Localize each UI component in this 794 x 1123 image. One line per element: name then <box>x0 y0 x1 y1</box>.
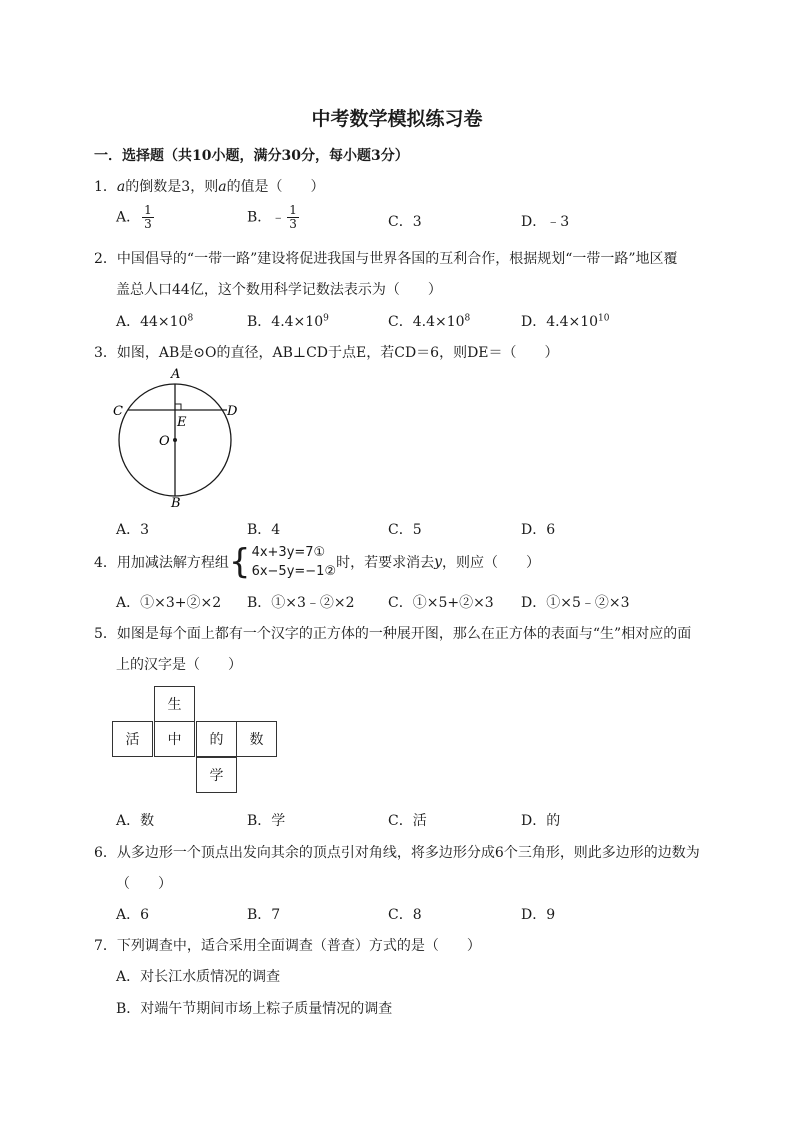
question-7-stem: 7．下列调查中，适合采用全面调查（普查）方式的是（ ） <box>94 938 481 954</box>
question-6-stem: 6．从多边形一个顶点出发向其余的顶点引对角线，将多边形分成6个三角形，则此多边形的边数为 <box>94 845 700 861</box>
question-5-stem-line2: 上的汉字是（ ） <box>116 657 242 673</box>
label-d: D <box>227 404 238 419</box>
question-7-option-a[interactable]: A．对长江水质情况的调查 <box>116 969 281 985</box>
question-6-option-b[interactable]: B．7 <box>247 907 281 923</box>
question-6-option-a[interactable]: A．6 <box>116 907 150 923</box>
question-5-option-b[interactable]: B．学 <box>247 813 286 829</box>
question-4-stem: 4．用加减法解方程组 { 4x+3y=7① 6x−5y=−1② 时，若要求消去 y ，则应（ ） <box>94 542 541 582</box>
question-2-option-d[interactable]: D．$4.4\times 10^{10}$ <box>521 313 610 330</box>
cube-net <box>112 686 278 794</box>
label-c: C <box>113 404 123 419</box>
fraction: $\frac{1}{3}$ <box>289 203 297 231</box>
question-6-option-d[interactable]: D．9 <box>521 907 556 923</box>
equation-1: 4x+3y=7① <box>251 545 326 560</box>
question-2-option-b[interactable]: B．$4.4\times 10^9$ <box>247 313 329 330</box>
page-title: 中考数学模拟练习卷 <box>311 108 483 130</box>
net-cell-4: 数 <box>236 721 277 757</box>
label-a: A <box>171 367 181 382</box>
question-5-option-d[interactable]: D．的 <box>521 813 561 829</box>
question-5-option-a[interactable]: A．数 <box>116 813 155 829</box>
question-5-stem: 5．如图是每个面上都有一个汉字的正方体的一种展开图，那么在正方体的表面与“生”相对应的面 <box>94 626 692 642</box>
question-1-option-a[interactable]: A． $\frac{1}{3}$ <box>116 203 152 231</box>
question-2-stem: 2．中国倡导的“一带一路”建设将促进我国与世界各国的互利合作，根据规划“一带一路”地区覆 <box>94 251 678 267</box>
question-2-option-a[interactable]: A．$44\times 10^8$ <box>116 313 194 330</box>
net-cell-2: 中 <box>154 721 195 757</box>
question-1-stem: 1．a的倒数是3，则a的值是（ ） <box>94 179 325 195</box>
equation-system: { 4x+3y=7① 6x−5y=−1② <box>228 542 337 582</box>
question-7-option-b[interactable]: B．对端午节期间市场上粽子质量情况的调查 <box>116 1001 393 1017</box>
question-3-option-c[interactable]: C．5 <box>388 522 422 538</box>
net-cell-top: 生 <box>154 686 195 722</box>
question-5-option-c[interactable]: C．活 <box>388 813 427 829</box>
label-b: B <box>171 496 181 511</box>
section-heading: 一．选择题（共10小题，满分30分，每小题3分） <box>94 148 409 164</box>
question-1-option-b[interactable]: B．﹣ $\frac{1}{3}$ <box>247 203 297 231</box>
fraction: $\frac{1}{3}$ <box>144 203 152 231</box>
question-4-option-b[interactable]: B．①×3﹣②×2 <box>247 595 355 611</box>
circle-diagram <box>105 363 245 513</box>
question-3-option-d[interactable]: D．6 <box>521 522 556 538</box>
question-1-option-c[interactable]: C．3 <box>388 214 422 230</box>
question-3-option-a[interactable]: A．3 <box>116 522 150 538</box>
label-o: O <box>159 434 170 449</box>
question-3-option-b[interactable]: B．4 <box>247 522 281 538</box>
question-4-option-d[interactable]: D．①×5﹣②×3 <box>521 595 630 611</box>
question-3-stem: 3．如图，AB是⊙O的直径，AB⊥CD于点E，若CD＝6，则DE＝（ ） <box>94 345 559 361</box>
question-2-stem-line2: 盖总人口44亿，这个数用科学记数法表示为（ ） <box>116 282 442 298</box>
question-6-option-c[interactable]: C．8 <box>388 907 422 923</box>
question-4-option-a[interactable]: A．①×3+②×2 <box>116 595 222 611</box>
label-e: E <box>177 415 187 430</box>
net-cell-3: 的 <box>196 721 237 757</box>
net-cell-1: 活 <box>112 721 153 757</box>
equation-2: 6x−5y=−1② <box>251 564 337 579</box>
question-2-option-c[interactable]: C．$4.4\times 10^8$ <box>388 313 471 330</box>
question-4-option-c[interactable]: C．①×5+②×3 <box>388 595 494 611</box>
question-6-stem-line2: （ ） <box>116 876 172 892</box>
center-point <box>173 438 177 442</box>
right-angle-mark <box>175 404 181 410</box>
net-cell-bottom: 学 <box>196 757 237 793</box>
question-1-option-d[interactable]: D．﹣3 <box>521 214 570 230</box>
